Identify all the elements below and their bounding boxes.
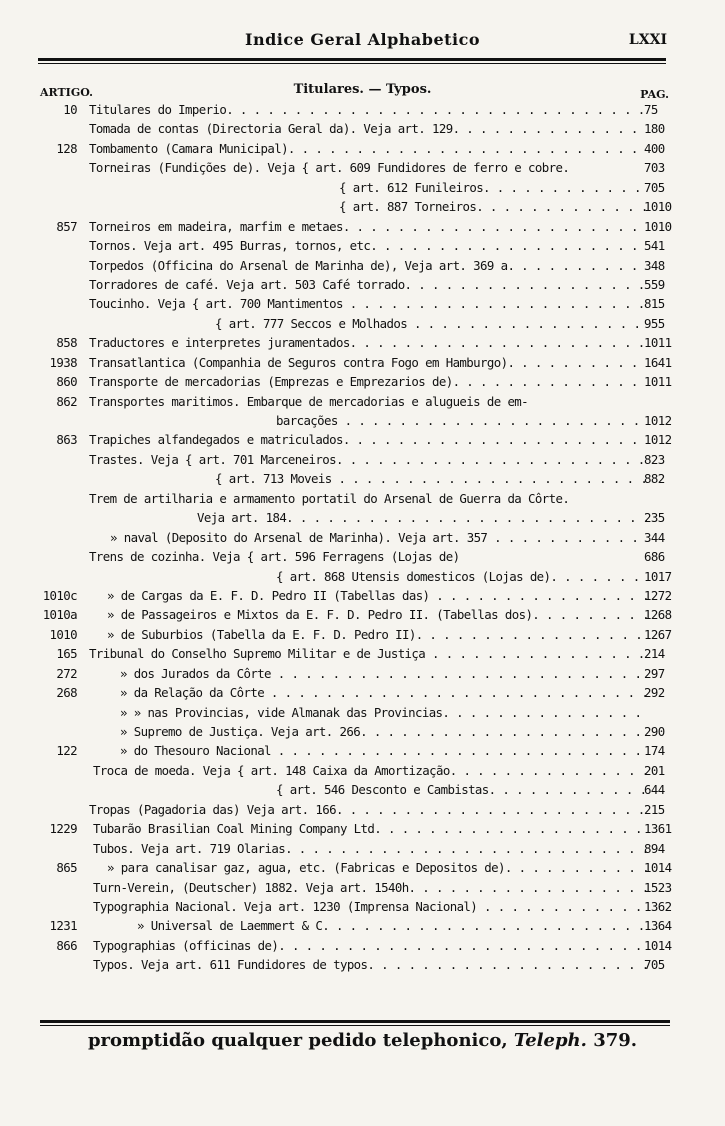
entry-text: Turn-Verein, (Deutscher) 1882. Veja art. 1540h. . . . bbox=[93, 878, 647, 897]
entry-text: Typos. Veja art. 611 Fundidores de typos. . . . bbox=[93, 955, 647, 974]
entry-text: Trens de cozinha. Veja { art. 596 Ferragens (Lojas de) bbox=[89, 549, 460, 565]
artigo-number: 860 bbox=[56, 374, 77, 390]
header-rule-thick bbox=[38, 58, 666, 61]
entry-text: » Supremo de Justiça. Veja art. 266. . . . bbox=[120, 722, 647, 741]
page-ref: 1014 bbox=[644, 860, 672, 876]
page-title: Indice Geral Alphabetico bbox=[244, 30, 481, 49]
page-ref: 292 bbox=[644, 685, 665, 701]
index-row bbox=[0, 780, 725, 799]
entry-text: Transportes maritimos. Embarque de mercadorias e alugueis de em- bbox=[89, 393, 529, 409]
index-row bbox=[0, 800, 725, 819]
footer-teleph-number: 379. bbox=[593, 1030, 638, 1051]
artigo-number: 1010c bbox=[42, 587, 77, 603]
index-row bbox=[0, 119, 725, 138]
artigo-number: 272 bbox=[56, 665, 77, 681]
entry-text: Veja art. 184. . . . bbox=[197, 508, 647, 527]
index-row bbox=[0, 217, 725, 236]
page-ref: 705 bbox=[644, 179, 665, 195]
index-row bbox=[0, 819, 725, 838]
footer-rule-thick bbox=[40, 1020, 670, 1023]
entry-text: Torradores de café. Veja art. 503 Café torrado. . . . bbox=[89, 275, 647, 294]
artigo-number: 1229 bbox=[49, 821, 77, 837]
entry-text: { art. 868 Utensis domesticos (Lojas de). . . . bbox=[276, 567, 647, 586]
page-ref: 1017 bbox=[644, 568, 672, 584]
index-row bbox=[0, 197, 725, 216]
page-ref: 823 bbox=[644, 451, 665, 467]
index-row bbox=[0, 469, 725, 488]
index-row bbox=[0, 547, 725, 566]
page-ref: 235 bbox=[644, 510, 665, 526]
index-row bbox=[0, 936, 725, 955]
page-ref: 686 bbox=[644, 549, 665, 565]
page-ref: 1362 bbox=[644, 898, 672, 914]
index-row bbox=[0, 683, 725, 702]
page-ref: 1364 bbox=[644, 918, 672, 934]
index-row bbox=[0, 625, 725, 644]
page-ref: 348 bbox=[644, 257, 665, 273]
artigo-number: 865 bbox=[56, 860, 77, 876]
entry-text: » de Passageiros e Mixtos da E. F. D. Pedro II. (Tabellas dos). . . . bbox=[107, 605, 647, 624]
entry-text: » » nas Provincias, vide Almanak das Provincias. . . . bbox=[120, 703, 647, 722]
entry-text: Tornos. Veja art. 495 Burras, tornos, etc. . . . bbox=[89, 236, 647, 255]
entry-text: » de Suburbios (Tabella da E. F. D. Pedro II). . . . bbox=[107, 625, 647, 644]
index-row bbox=[0, 489, 725, 508]
entry-text: barcações . . . bbox=[276, 411, 647, 430]
index-row bbox=[0, 722, 725, 741]
index-row bbox=[0, 858, 725, 877]
entry-text: Torneiros em madeira, marfim e metaes. . . . bbox=[89, 217, 647, 236]
page-ref: 1011 bbox=[644, 335, 672, 351]
index-row bbox=[0, 586, 725, 605]
index-row bbox=[0, 955, 725, 974]
page-ref: 174 bbox=[644, 743, 665, 759]
page-ref: 1523 bbox=[644, 879, 672, 895]
page-ref: 201 bbox=[644, 762, 665, 778]
artigo-number: 128 bbox=[56, 140, 77, 156]
footer-rule-thin bbox=[40, 1025, 670, 1026]
index-row bbox=[0, 333, 725, 352]
index-row bbox=[0, 703, 725, 722]
index-row bbox=[0, 605, 725, 624]
header-rule-thin bbox=[38, 63, 666, 64]
entry-text: Traductores e interpretes juramentados. . . . bbox=[89, 333, 647, 352]
page-ref: 705 bbox=[644, 957, 665, 973]
column-pag: PAG. bbox=[640, 88, 669, 101]
artigo-number: 862 bbox=[56, 393, 77, 409]
index-row bbox=[0, 178, 725, 197]
artigo-number: 858 bbox=[56, 335, 77, 351]
index-row bbox=[0, 916, 725, 935]
entry-text: { art. 887 Torneiros. . . . bbox=[339, 197, 647, 216]
entry-text: Trapiches alfandegados e matriculados. . . . bbox=[89, 430, 647, 449]
artigo-number: 122 bbox=[56, 743, 77, 759]
section-title: Titulares. — Typos. bbox=[293, 82, 432, 97]
page-ref: 215 bbox=[644, 801, 665, 817]
page-ref: 1012 bbox=[644, 432, 672, 448]
page-ref: 559 bbox=[644, 276, 665, 292]
column-artigo: ARTIGO. bbox=[40, 86, 93, 99]
page-ref: 1272 bbox=[644, 587, 672, 603]
index-row bbox=[0, 897, 725, 916]
index-row bbox=[0, 158, 725, 177]
artigo-number: 1231 bbox=[49, 918, 77, 934]
page-ref: 297 bbox=[644, 665, 665, 681]
index-entries bbox=[0, 100, 725, 975]
index-row bbox=[0, 372, 725, 391]
footer-advert bbox=[0, 1030, 725, 1051]
index-row bbox=[0, 256, 725, 275]
index-row bbox=[0, 275, 725, 294]
entry-text: { art. 612 Funileiros. . . . bbox=[339, 178, 647, 197]
artigo-number: 10 bbox=[63, 102, 77, 117]
index-row bbox=[0, 664, 725, 683]
artigo-number: 268 bbox=[56, 685, 77, 701]
page-ref: 703 bbox=[644, 160, 665, 176]
column-header bbox=[0, 82, 725, 102]
entry-text: Trem de artilharia e armamento portatil do Arsenal de Guerra da Côrte. bbox=[89, 490, 570, 506]
page-ref: 1010 bbox=[644, 199, 672, 215]
page-ref: 214 bbox=[644, 646, 665, 662]
artigo-number: 1010a bbox=[42, 607, 77, 623]
page-ref: 400 bbox=[644, 140, 665, 156]
entry-text: » do Thesouro Nacional . . . bbox=[120, 741, 647, 760]
page-ref: 1010 bbox=[644, 218, 672, 234]
artigo-number: 1938 bbox=[49, 354, 77, 370]
entry-text: Torpedos (Officina do Arsenal de Marinha de), Veja art. 369 a. . . . bbox=[89, 256, 647, 275]
artigo-number: 165 bbox=[56, 646, 77, 662]
page-ref: 1012 bbox=[644, 413, 672, 428]
index-row bbox=[0, 839, 725, 858]
page-ref: 290 bbox=[644, 724, 665, 739]
index-row bbox=[0, 139, 725, 158]
page-ref: 1011 bbox=[644, 374, 672, 390]
entry-text: Tubarão Brasilian Coal Mining Company Ltd. . . . bbox=[93, 819, 647, 838]
entry-text: Typographia Nacional. Veja art. 1230 (Imprensa Nacional) . . . bbox=[93, 897, 647, 916]
page-ref: 1014 bbox=[644, 937, 672, 953]
index-row bbox=[0, 236, 725, 255]
artigo-number: 1010 bbox=[49, 626, 77, 642]
page-ref: 180 bbox=[644, 121, 665, 137]
index-row bbox=[0, 411, 725, 430]
entry-text: » de Cargas da E. F. D. Pedro II (Tabellas das) . . . bbox=[107, 586, 647, 605]
page-ref: 1267 bbox=[644, 626, 672, 642]
index-row bbox=[0, 353, 725, 372]
index-row bbox=[0, 100, 725, 119]
artigo-number: 863 bbox=[56, 432, 77, 448]
footer-text: promptidão qualquer pedido telephonico, bbox=[87, 1030, 508, 1051]
entry-text: » da Relação da Côrte . . . bbox=[120, 683, 647, 702]
entry-text: Tropas (Pagadoria das) Veja art. 166. . . . bbox=[89, 800, 647, 819]
index-row bbox=[0, 644, 725, 663]
entry-text: Torneiras (Fundições de). Veja { art. 609 Fundidores de ferro e cobre. bbox=[89, 160, 570, 176]
entry-text: » Universal de Laemmert & C. . . . bbox=[137, 916, 647, 935]
index-row bbox=[0, 741, 725, 760]
entry-text: Transporte de mercadorias (Emprezas e Emprezarios de). . . . bbox=[89, 372, 647, 391]
index-row bbox=[0, 508, 725, 527]
running-head bbox=[0, 30, 725, 52]
page-ref: 882 bbox=[644, 471, 665, 487]
entry-text: { art. 546 Desconto e Cambistas. . . . bbox=[276, 780, 647, 799]
index-row bbox=[0, 567, 725, 586]
index-row bbox=[0, 392, 725, 411]
index-row bbox=[0, 450, 725, 469]
page-ref: 541 bbox=[644, 238, 665, 254]
entry-text: Transatlantica (Companhia de Seguros contra Fogo em Hamburgo). . . . bbox=[89, 353, 647, 372]
index-row bbox=[0, 294, 725, 313]
page-ref: 894 bbox=[644, 840, 665, 856]
index-row bbox=[0, 878, 725, 897]
index-row bbox=[0, 761, 725, 780]
entry-text: » para canalisar gaz, agua, etc. (Fabricas e Depositos de). . . . bbox=[107, 858, 647, 877]
page-ref: 1268 bbox=[644, 607, 672, 623]
artigo-number: 866 bbox=[56, 937, 77, 953]
entry-text: Trastes. Veja { art. 701 Marceneiros. . . . bbox=[89, 450, 647, 469]
index-row bbox=[0, 314, 725, 333]
entry-text: Tubos. Veja art. 719 Olarias. . . . bbox=[93, 839, 647, 858]
artigo-number: 857 bbox=[56, 218, 77, 234]
entry-text: { art. 777 Seccos e Molhados . . . bbox=[215, 314, 647, 333]
index-row bbox=[0, 430, 725, 449]
page-ref: 344 bbox=[644, 529, 665, 545]
page-ref: 1641 bbox=[644, 354, 672, 370]
page-ref: 1361 bbox=[644, 821, 672, 837]
entry-text: Typographias (officinas de). . . . bbox=[93, 936, 647, 955]
entry-text: Tombamento (Camara Municipal). . . . bbox=[89, 139, 647, 158]
index-row bbox=[0, 528, 725, 547]
page-ref: 644 bbox=[644, 782, 665, 798]
page-ref: 75 bbox=[644, 102, 658, 117]
page-number-roman: LXXI bbox=[628, 32, 667, 48]
entry-text: Toucinho. Veja { art. 700 Mantimentos . . . bbox=[89, 294, 647, 313]
footer-teleph-label: Teleph. bbox=[513, 1030, 587, 1051]
entry-text: Titulares do Imperio. . . . bbox=[89, 100, 647, 119]
entry-text: Troca de moeda. Veja { art. 148 Caixa da Amortização. . . . bbox=[93, 761, 647, 780]
entry-text: { art. 713 Moveis . . . bbox=[215, 469, 647, 488]
page-ref: 815 bbox=[644, 296, 665, 312]
entry-text: » dos Jurados da Côrte . . . bbox=[120, 664, 647, 683]
entry-text: Tribunal do Conselho Supremo Militar e de Justiça . . . bbox=[89, 644, 647, 663]
page-ref: 955 bbox=[644, 315, 665, 331]
entry-text: » naval (Deposito do Arsenal de Marinha). Veja art. 357 . . . bbox=[110, 528, 647, 547]
entry-text: Tomada de contas (Directoria Geral da). Veja art. 129. . . . bbox=[89, 119, 647, 138]
